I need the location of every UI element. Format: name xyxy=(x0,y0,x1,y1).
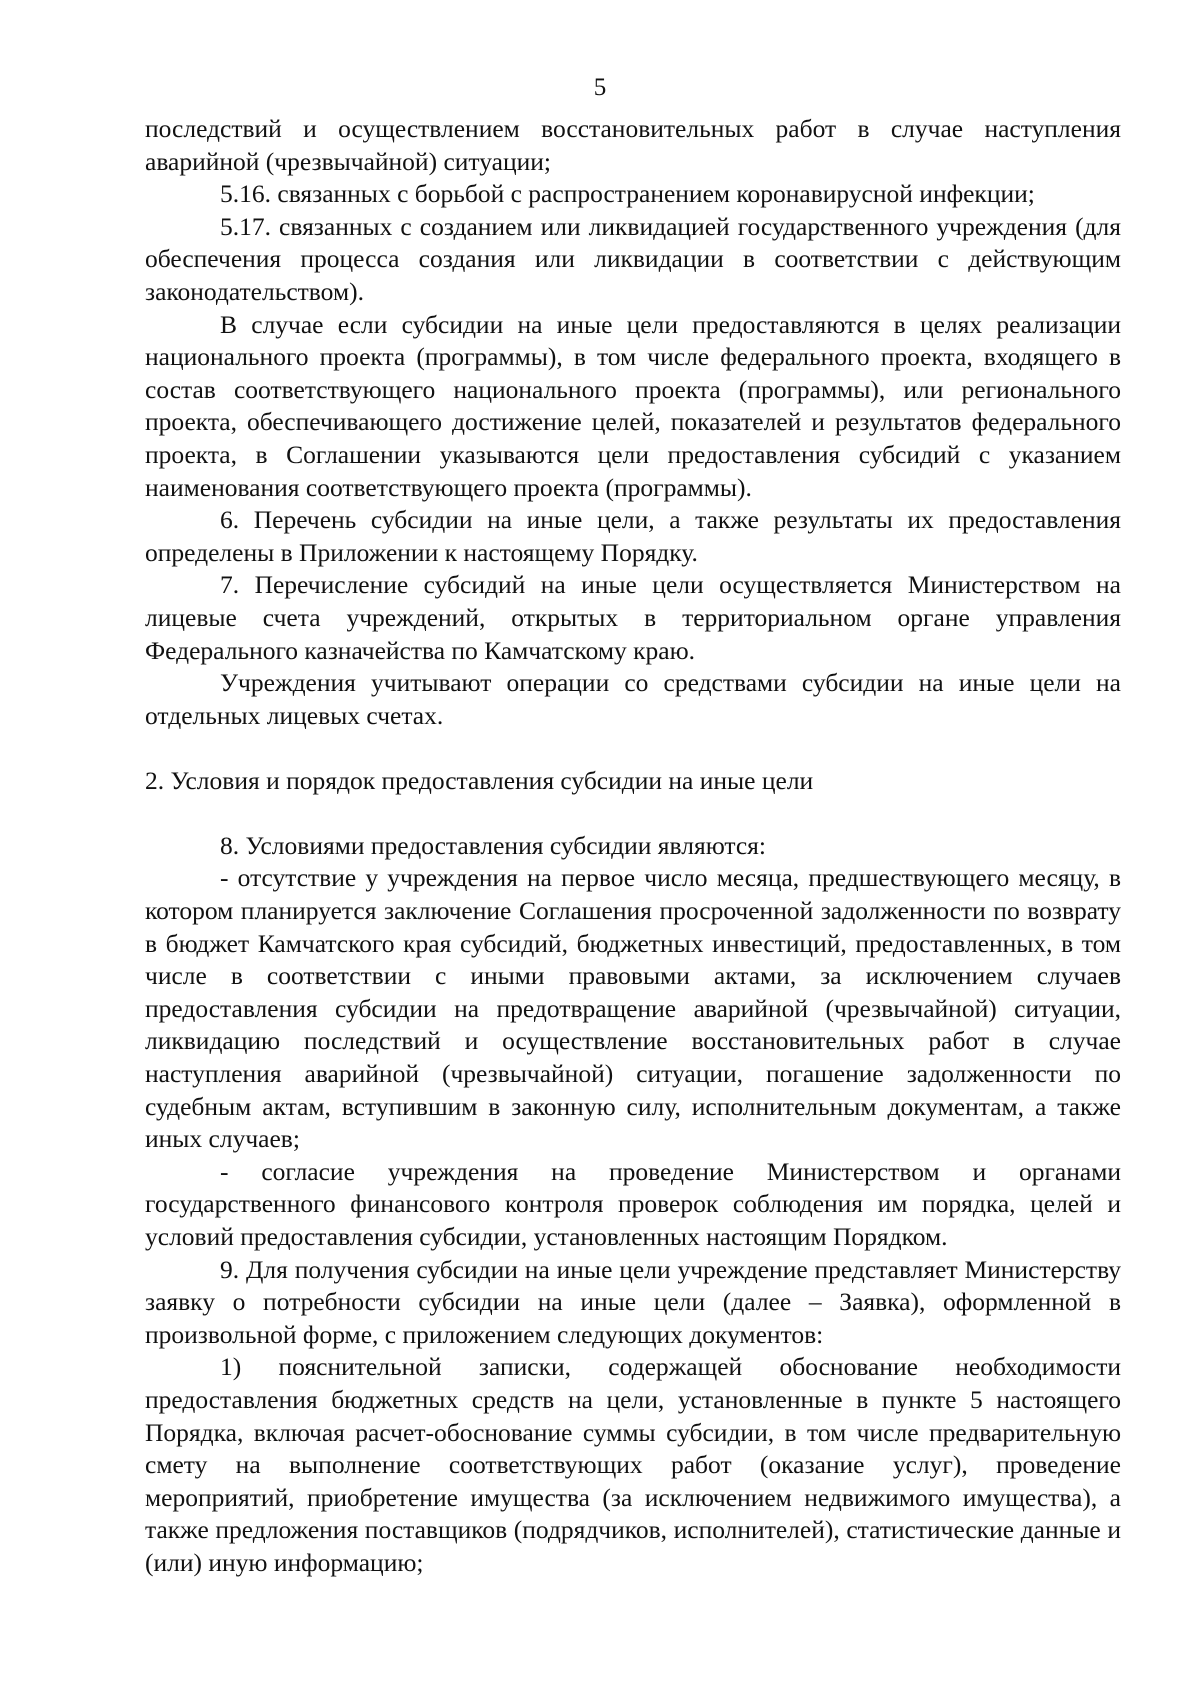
paragraph-7: 7. Перечисление субсидий на иные цели осуществляется Министерством на лицевые счета учреждений, открытых в территориальном органе управления Федерального казначейства по Камчатскому краю. xyxy=(145,570,1121,665)
paragraph-8: 8. Условиями предоставления субсидии являются: xyxy=(220,830,766,860)
paragraph-8-condition-consent: - согласие учреждения на проведение Министерством и органами государственного финансового контроля проверок соблюдения им порядка, целей и условий предоставления субсидии, установленных настоящим Порядком. xyxy=(145,1156,1121,1251)
paragraph-6: 6. Перечень субсидии на иные цели, а также результаты их предоставления определены в Приложении к настоящему Порядку. xyxy=(145,505,1121,567)
paragraph-9-item-1: 1) пояснительной записки, содержащей обоснование необходимости предоставления бюджетных средств на цели, установленные в пункте 5 настоящего Порядка, включая расчет-обоснование суммы субсидии, в том числе предварительную смету на выполнение соответствующих работ (оказание услуг), проведение мероприятий, приобретение имущества (за исключением недвижимого имущества), а также предложения поставщиков (подрядчиков, исполнителей), статистические данные и (или) иную информацию; xyxy=(145,1352,1121,1577)
paragraph-5-17: 5.17. связанных с созданием или ликвидацией государственного учреждения (для обеспечения процесса создания или ликвидации в соответствии с действующим законодательством). xyxy=(145,211,1121,306)
paragraph-5-16: 5.16. связанных с борьбой с распространением коронавирусной инфекции; xyxy=(220,179,1035,209)
paragraph-national-project: В случае если субсидии на иные цели предоставляются в целях реализации национального проекта (программы), в том числе федерального проекта, входящего в состав соответствующего национального проекта (программы), или регионального проекта, обеспечивающего достижение целей, показателей и результатов федерального проекта, в Соглашении указываются цели предоставления субсидий с указанием наименования соответствующего проекта (программы). xyxy=(145,309,1121,502)
paragraph-continuation: последствий и осуществлением восстановительных работ в случае наступления аварийной (чрезвычайной) ситуации; xyxy=(145,114,1121,176)
document-body xyxy=(145,113,1121,1580)
paragraph-8-condition-debt: - отсутствие у учреждения на первое число месяца, предшествующего месяцу, в котором планируется заключение Соглашения просроченной задолженности по возврату в бюджет Камчатского края субсидий, бюджетных инвестиций, предоставленных, в том числе в соответствии с иными правовыми актами, за исключением случаев предоставления субсидии на предотвращение аварийной (чрезвычайной) ситуации, ликвидацию последствий и осуществление восстановительных работ в случае наступления аварийной (чрезвычайной) ситуации, погашение задолженности по судебным актам, вступившим в законную силу, исполнительным документам, а также иных случаев; xyxy=(145,863,1121,1154)
section-heading: 2. Условия и порядок предоставления субсидии на иные цели xyxy=(145,766,814,796)
paragraph-accounts: Учреждения учитывают операции со средствами субсидии на иные цели на отдельных лицевых счетах. xyxy=(145,668,1121,730)
paragraph-9: 9. Для получения субсидии на иные цели учреждение представляет Министерству заявку о потребности субсидии на иные цели (далее – Заявка), оформленной в произвольной форме, с приложением следующих документов: xyxy=(145,1254,1121,1349)
page-number: 5 xyxy=(593,74,607,101)
